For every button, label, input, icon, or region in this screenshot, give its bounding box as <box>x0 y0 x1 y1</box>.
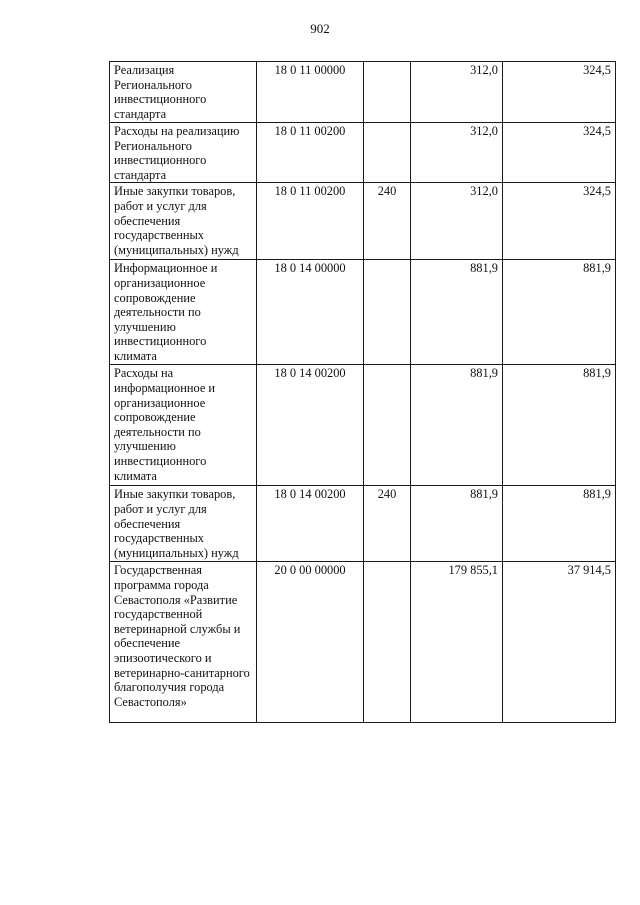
row-code-cell: 20 0 00 00000 <box>257 562 364 723</box>
row-name-cell: Иные закупки товаров, работ и услуг для обеспечения государственных (муниципальных) нужд <box>110 183 257 260</box>
row-amount-2-cell: 881,9 <box>503 486 616 562</box>
row-code-cell: 18 0 11 00000 <box>257 62 364 123</box>
row-amount-2-cell: 881,9 <box>503 365 616 486</box>
row-expense-type-cell <box>364 365 411 486</box>
row-amount-1-cell: 881,9 <box>411 486 503 562</box>
row-code-cell: 18 0 11 00200 <box>257 123 364 183</box>
row-expense-type-cell: 240 <box>364 183 411 260</box>
row-expense-type-cell <box>364 562 411 723</box>
row-expense-type-cell <box>364 123 411 183</box>
row-name-cell: Информационное и организационное сопровождение деятельности по улучшению инвестиционного климата <box>110 260 257 365</box>
row-amount-1-cell: 312,0 <box>411 183 503 260</box>
row-code-cell: 18 0 14 00200 <box>257 486 364 562</box>
row-amount-1-cell: 312,0 <box>411 123 503 183</box>
budget-table-body <box>110 62 616 723</box>
row-amount-2-cell: 881,9 <box>503 260 616 365</box>
row-amount-2-cell: 324,5 <box>503 183 616 260</box>
row-name-cell: Расходы на реализацию Регионального инвестиционного стандарта <box>110 123 257 183</box>
row-amount-2-cell: 324,5 <box>503 123 616 183</box>
row-name-cell: Реализация Регионального инвестиционного стандарта <box>110 62 257 123</box>
budget-table <box>109 61 616 723</box>
row-amount-2-cell: 37 914,5 <box>503 562 616 723</box>
row-name-cell: Иные закупки товаров, работ и услуг для обеспечения государственных (муниципальных) нужд <box>110 486 257 562</box>
row-amount-1-cell: 179 855,1 <box>411 562 503 723</box>
table-row <box>110 183 616 260</box>
row-amount-2-cell: 324,5 <box>503 62 616 123</box>
table-row <box>110 486 616 562</box>
row-code-cell: 18 0 14 00000 <box>257 260 364 365</box>
row-expense-type-cell: 240 <box>364 486 411 562</box>
row-name-cell: Государственная программа города Севастополя «Развитие государственной ветеринарной службы и обеспечение эпизоотического и ветеринарно-санитарного благополучия города Севастополя» <box>110 562 257 723</box>
row-amount-1-cell: 881,9 <box>411 260 503 365</box>
page-number: 902 <box>310 21 330 36</box>
row-expense-type-cell <box>364 260 411 365</box>
table-row <box>110 365 616 486</box>
table-row <box>110 62 616 123</box>
row-name-cell: Расходы на информационное и организационное сопровождение деятельности по улучшению инвестиционного климата <box>110 365 257 486</box>
row-expense-type-cell <box>364 62 411 123</box>
table-row <box>110 562 616 723</box>
table-row <box>110 260 616 365</box>
table-row <box>110 123 616 183</box>
row-code-cell: 18 0 14 00200 <box>257 365 364 486</box>
row-amount-1-cell: 881,9 <box>411 365 503 486</box>
row-amount-1-cell: 312,0 <box>411 62 503 123</box>
row-code-cell: 18 0 11 00200 <box>257 183 364 260</box>
